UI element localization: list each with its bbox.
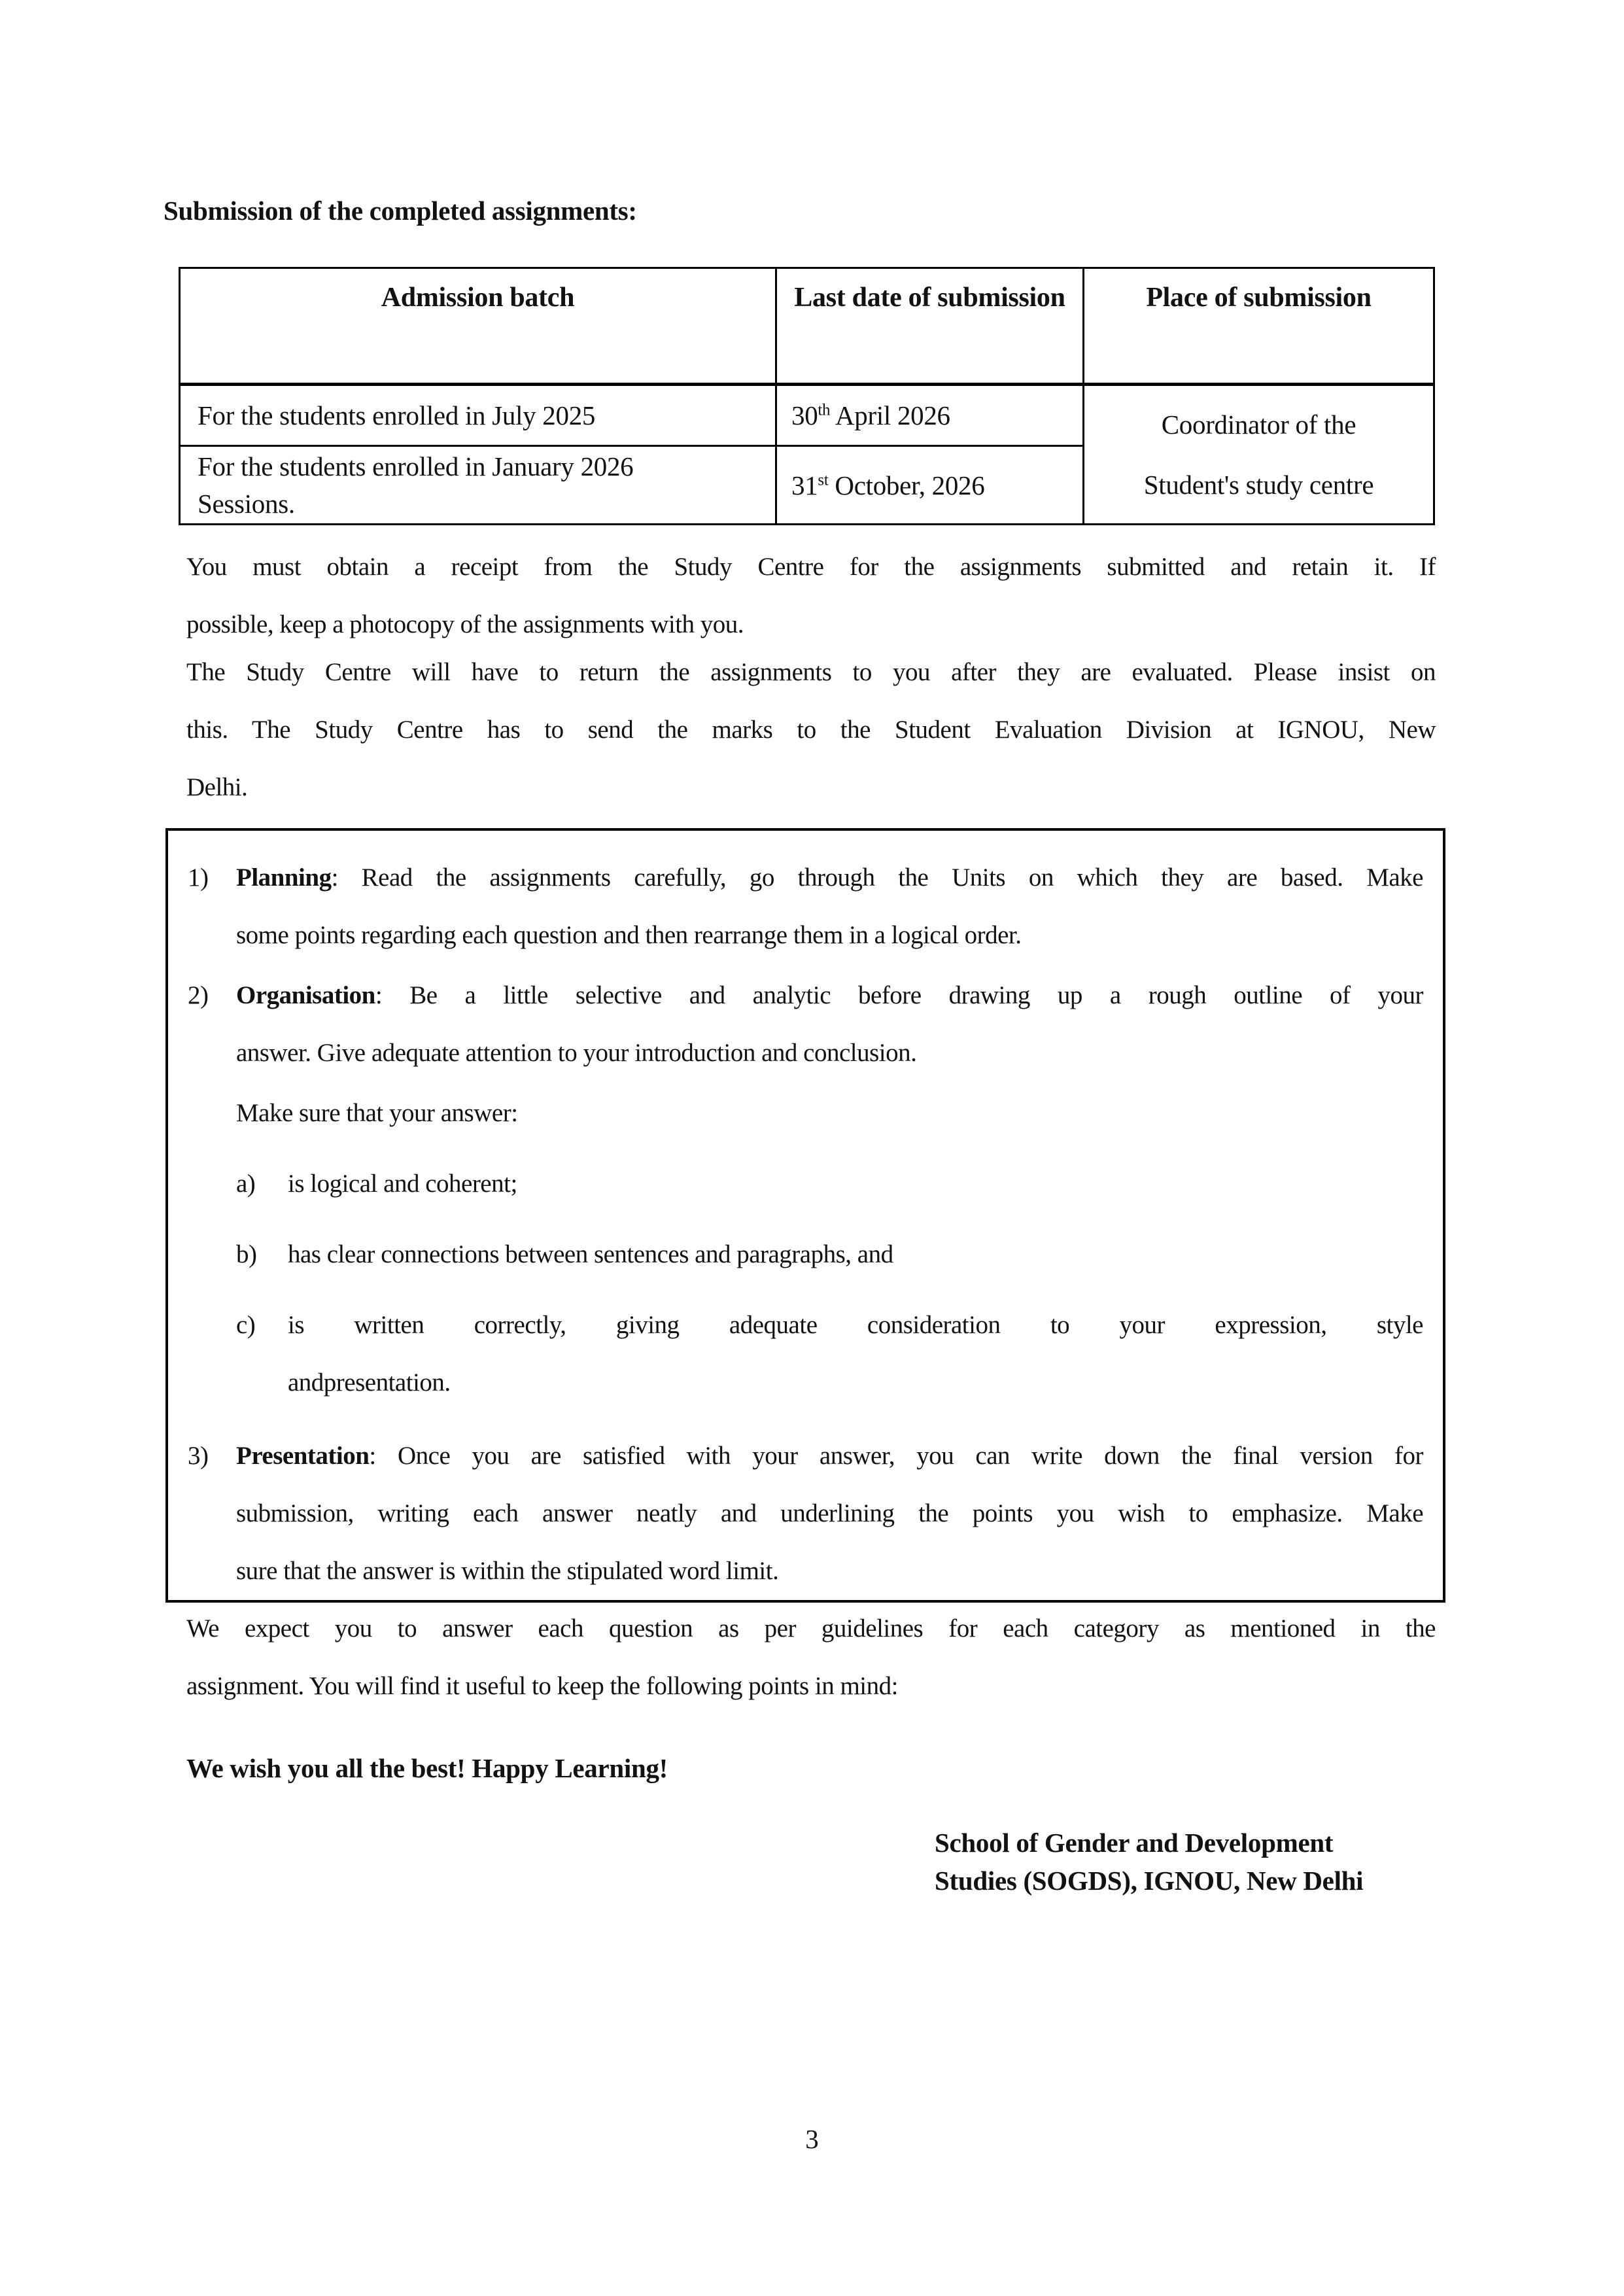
date-ordinal: th [818, 401, 831, 419]
sub-item-text [288, 1296, 1443, 1412]
paragraph-receipt [186, 538, 1436, 653]
item-term: Organisation [236, 981, 375, 1009]
date-cell-april-2026 [776, 385, 1084, 446]
make-sure-intro: Make sure that your answer: [236, 1099, 518, 1127]
place-cell [1084, 385, 1434, 525]
paragraph-line: We expect you to answer each question as per guidelines for each category as mentioned in the [186, 1614, 1436, 1643]
table-row [180, 385, 1434, 446]
sub-item-line: andpresentation. [288, 1368, 451, 1397]
item-line [236, 1427, 1423, 1485]
sub-item-text [288, 1226, 1443, 1283]
date-cell-october-2026 [776, 446, 1084, 525]
table-header-row [180, 268, 1434, 385]
guideline-item-planning [168, 849, 1443, 964]
sub-item-line: is written correctly, giving adequate consideration to your expression, style [288, 1311, 1423, 1339]
paragraph-line: assignment. You will find it useful to keep the following points in mind: [186, 1672, 898, 1700]
batch-cell-january-2026 [180, 446, 776, 525]
signature-line: Studies (SOGDS), IGNOU, New Delhi [935, 1866, 1364, 1896]
sub-item-text [288, 1155, 1443, 1213]
item-number: 1) [188, 863, 209, 892]
guideline-item-organisation [168, 967, 1443, 1082]
guidelines-box [165, 828, 1445, 1603]
paragraph-line: Delhi. [186, 773, 248, 801]
date-rest: April 2026 [830, 400, 950, 430]
item-line: submission, writing each answer neatly and underlining the points you wish to emphasize. Make [236, 1499, 1423, 1527]
date-day: 31 [791, 470, 818, 500]
closing-paragraph [186, 1600, 1436, 1715]
batch-text: Sessions. [198, 488, 295, 519]
item-term: Presentation [236, 1442, 370, 1470]
paragraph-line: this. The Study Centre has to send the marks to the Student Evaluation Division at IGNOU, New [186, 716, 1436, 744]
item-number: 2) [188, 981, 209, 1009]
item-line: answer. Give adequate attention to your introduction and conclusion. [236, 1039, 917, 1067]
paragraph-line: The Study Centre will have to return the assignments to you after they are evaluated. Please insist on [186, 658, 1436, 686]
date-ordinal: st [818, 470, 829, 489]
batch-cell-july-2025 [180, 385, 776, 446]
col-header-place: Place of submission [1084, 268, 1434, 385]
wish-line: We wish you all the best! Happy Learning! [186, 1753, 668, 1783]
signature-line: School of Gender and Development [935, 1828, 1334, 1858]
sub-item-c [236, 1296, 1443, 1412]
date-day: 30 [791, 400, 818, 430]
item-line [236, 967, 1423, 1024]
item-text [236, 849, 1443, 964]
batch-text: For the students enrolled in January 2026 [198, 451, 634, 481]
item-line: some points regarding each question and then rearrange them in a logical order. [236, 921, 1022, 949]
paragraph-line: possible, keep a photocopy of the assignments with you. [186, 610, 744, 638]
sub-item-letter: a) [236, 1170, 256, 1198]
sub-item-b [236, 1226, 1443, 1283]
item-line: sure that the answer is within the stipulated word limit. [236, 1557, 779, 1585]
item-line-rest: : Read the assignments carefully, go through the Units on which they are based. Make [331, 863, 1423, 892]
assignments-table [179, 267, 1435, 525]
paragraph-return-marks [186, 644, 1436, 816]
sub-item-line: is logical and coherent; [288, 1170, 517, 1198]
item-number: 3) [188, 1442, 209, 1470]
col-header-last-date: Last date of submission [776, 268, 1084, 385]
paragraph-line: You must obtain a receipt from the Study Centre for the assignments submitted and retain it. If [186, 553, 1436, 581]
page-title: Submission of the completed assignments: [164, 196, 637, 226]
item-text [236, 1427, 1443, 1600]
sub-item-line: has clear connections between sentences and paragraphs, and [288, 1240, 893, 1268]
sub-item-a [236, 1155, 1443, 1213]
item-line-rest: : Be a little selective and analytic before drawing up a rough outline of your [375, 981, 1423, 1009]
guideline-item-presentation [168, 1427, 1443, 1600]
date-rest: October, 2026 [828, 470, 985, 500]
item-text [236, 967, 1443, 1082]
item-term: Planning [236, 863, 332, 892]
item-line-rest: : Once you are satisfied with your answer, you can write down the final version for [369, 1442, 1423, 1470]
sub-item-letter: b) [236, 1240, 257, 1268]
page-number: 3 [805, 2124, 819, 2154]
batch-text: For the students enrolled in July 2025 [198, 400, 596, 430]
col-header-admission-batch: Admission batch [180, 268, 776, 385]
signature-block [935, 1824, 1363, 1900]
sub-item-letter: c) [236, 1311, 256, 1339]
place-line: Coordinator of the [1161, 409, 1356, 440]
place-line: Student's study centre [1143, 470, 1374, 500]
item-line [236, 849, 1423, 907]
